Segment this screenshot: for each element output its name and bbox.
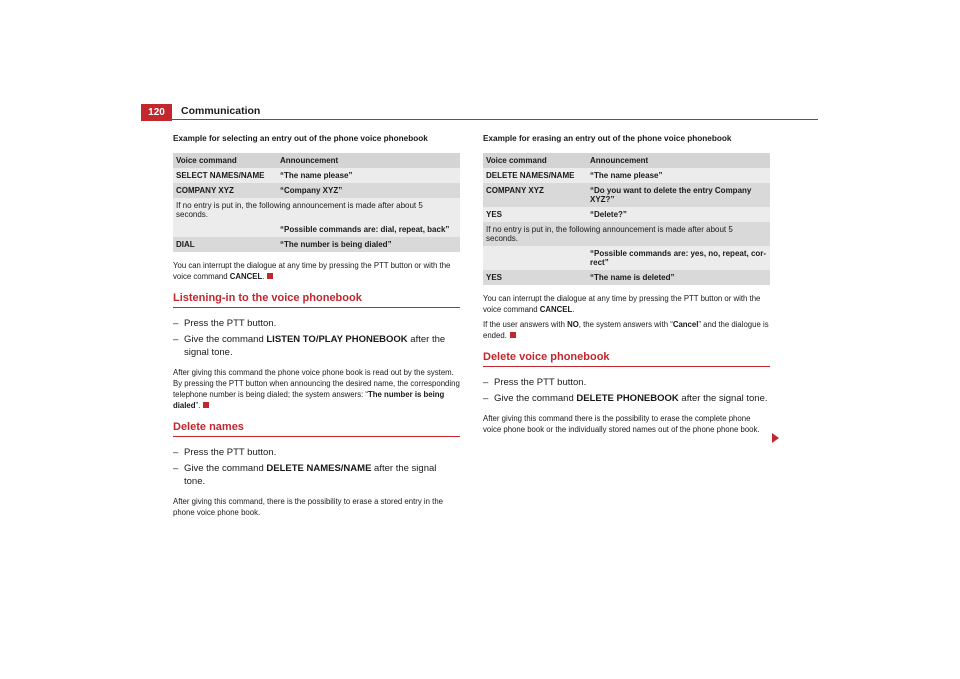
column-header: Announcement: [587, 153, 770, 168]
voice-command: YES: [483, 207, 587, 222]
table-row: [173, 168, 460, 183]
table-row: [173, 237, 460, 252]
table-header-row: [173, 153, 460, 168]
announcement: “The name please”: [587, 168, 770, 183]
column-header: Voice command: [173, 153, 277, 168]
column-header: Announcement: [277, 153, 460, 168]
announcement: “The name please”: [277, 168, 460, 183]
table-row: [483, 246, 770, 270]
left-column: [173, 134, 460, 518]
list-item: – Give the command DELETE NAMES/NAME after the signal tone.: [173, 463, 437, 487]
announcement: “The name is deleted”: [587, 270, 770, 285]
voice-command-table: [173, 153, 460, 252]
announcement: “Delete?”: [587, 207, 770, 222]
announcement: “Possible commands are: yes, no, repeat, cor-rect”: [587, 246, 770, 270]
table-row: [483, 168, 770, 183]
table-row: [483, 270, 770, 285]
table-caption: Example for erasing an entry out of the phone voice phonebook: [483, 134, 732, 143]
list-item: – Give the command LISTEN TO/PLAY PHONEBOOK after the signal tone.: [173, 334, 446, 358]
cancel-paragraph: If the user answers with NO, the system answers with “Cancel” and the dialogue is ended.: [483, 320, 769, 340]
column-header: Voice command: [483, 153, 587, 168]
voice-command: DIAL: [173, 237, 277, 252]
section-heading: Delete voice phonebook: [483, 351, 770, 367]
step-list: [173, 317, 460, 359]
body-paragraph: After giving this command there is the possibility to erase the complete phone voice phone book or the individually stored names out of the phone phone book.: [483, 414, 760, 434]
voice-command-table: [483, 153, 770, 285]
voice-command: SELECT NAMES/NAME: [173, 168, 277, 183]
table-row: [483, 207, 770, 222]
section-heading: Delete names: [173, 421, 460, 437]
table-note: If no entry is put in, the following announcement is made after about 5 seconds.: [173, 198, 460, 222]
table-row: [483, 183, 770, 207]
table-note-row: [173, 198, 460, 222]
body-paragraph: After giving this command the phone voice phone book is read out by the system. By pressing the PTT button when announcing the desired name, the corresponding telephone number is being dialed; the system answers: “The number is being dialed”.: [173, 368, 460, 410]
list-item: – Give the command DELETE PHONEBOOK after the signal tone.: [483, 393, 768, 404]
interrupt-paragraph: You can interrupt the dialogue at any time by pressing the PTT button or with the voice command CANCEL.: [483, 294, 761, 314]
table-row: [173, 183, 460, 198]
voice-command: COMPANY XYZ: [483, 183, 587, 207]
list-item: – Press the PTT button.: [173, 447, 277, 458]
body-paragraph: After giving this command, there is the possibility to erase a stored entry in the phone voice phone book.: [173, 497, 443, 517]
section-end-marker: [203, 402, 209, 408]
section-end-marker: [510, 332, 516, 338]
table-header-row: [483, 153, 770, 168]
list-item: – Press the PTT button.: [173, 318, 277, 329]
table-row: [173, 222, 460, 237]
table-caption: Example for selecting an entry out of the phone voice phonebook: [173, 134, 428, 143]
table-note-row: [483, 222, 770, 246]
list-item: – Press the PTT button.: [483, 377, 587, 388]
continue-arrow-icon: [772, 433, 779, 443]
table-note: If no entry is put in, the following announcement is made after about 5 seconds.: [483, 222, 770, 246]
page-number: 120: [141, 104, 172, 121]
voice-command: DELETE NAMES/NAME: [483, 168, 587, 183]
header-divider: [141, 119, 818, 120]
announcement: “Company XYZ”: [277, 183, 460, 198]
announcement: “Do you want to delete the entry Company XYZ?”: [587, 183, 770, 207]
right-column: [483, 134, 770, 435]
voice-command: YES: [483, 270, 587, 285]
voice-command: COMPANY XYZ: [173, 183, 277, 198]
step-list: [173, 446, 460, 488]
section-heading: Listening-in to the voice phonebook: [173, 292, 460, 308]
section-end-marker: [267, 273, 273, 279]
step-list: [483, 376, 770, 405]
announcement: “The number is being dialed”: [277, 237, 460, 252]
announcement: “Possible commands are: dial, repeat, back”: [277, 222, 460, 237]
interrupt-paragraph: You can interrupt the dialogue at any time by pressing the PTT button or with the voice command CANCEL.: [173, 261, 451, 281]
page-title: Communication: [181, 105, 261, 117]
